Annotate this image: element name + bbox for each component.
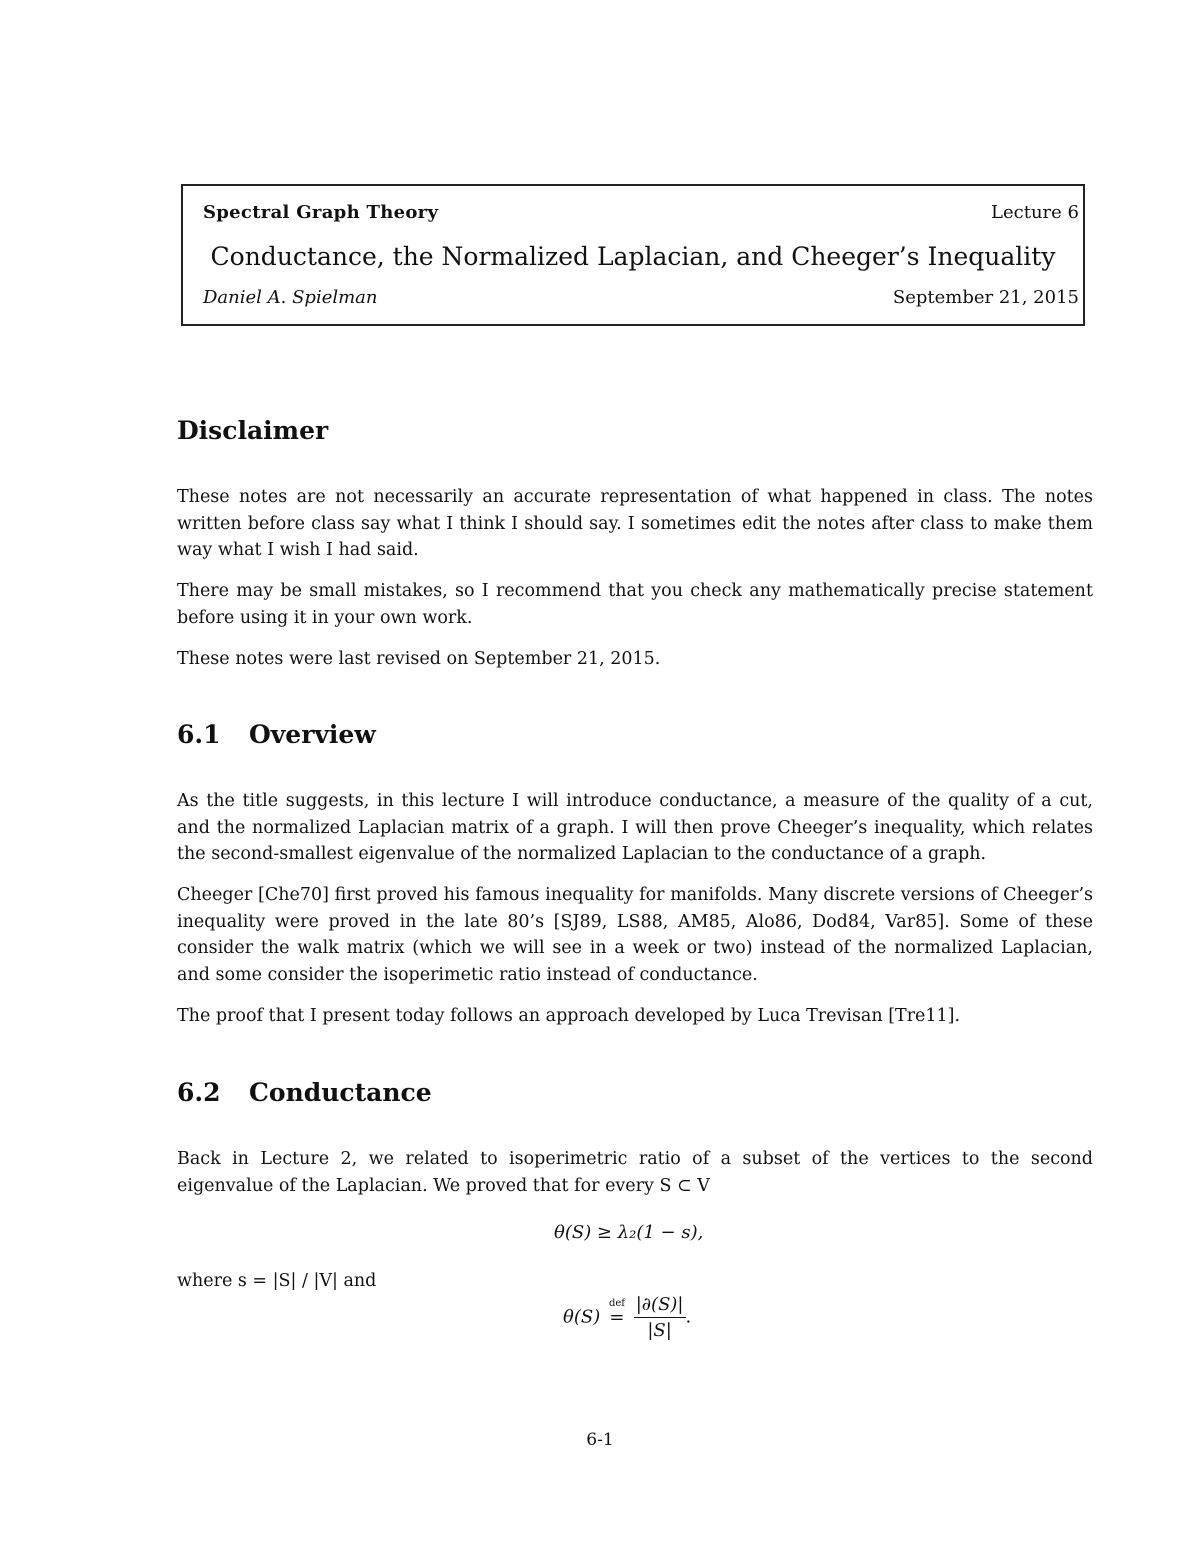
lecture-number: Lecture 6: [991, 202, 1079, 223]
equation-isoperimetric-bound: θ(S) ≥ λ₂(1 − s),: [554, 1222, 704, 1243]
fraction: [634, 1294, 686, 1341]
disclaimer-paragraph-1: These notes are not necessarily an accurate representation of what happened in class. The notes written before class say what I think I should say. I sometimes edit the notes after class to make them way what I wish I had said.: [177, 487, 1093, 560]
header-bottom-row: [203, 287, 1079, 308]
conductance-title: Conductance: [249, 1078, 432, 1107]
overview-number: 6.1: [177, 720, 221, 749]
equals-sign: =: [609, 1306, 625, 1328]
eq2-lhs: θ(S): [563, 1306, 601, 1328]
defeq-symbol: [606, 1297, 628, 1328]
conductance-number: 6.2: [177, 1078, 221, 1107]
disclaimer-paragraph-2: There may be small mistakes, so I recommend that you check any mathematically precise statement before using it in your own work.: [177, 581, 1093, 628]
eq2-end: .: [685, 1306, 692, 1328]
overview-paragraph-2: Cheeger [Che70] first proved his famous inequality for manifolds. Many discrete versions of Cheeger’s inequality were proved in the late 80’s [SJ89, LS88, AM85, Alo86, Dod84, Var85]. Some of these consider the walk matrix (which we will see in a week or two) instead of the normalized Laplacian, and some consider the isoperimetic ratio instead of conductance.: [177, 885, 1093, 985]
conductance-paragraph-1: Back in Lecture 2, we related to isoperimetric ratio of a subset of the vertices to the second eigenvalue of the Laplacian. We proved that for every S ⊂ V: [177, 1149, 1093, 1196]
disclaimer-heading: Disclaimer: [177, 416, 329, 445]
author-name: Daniel A. Spielman: [203, 287, 378, 308]
def-label: def: [608, 1297, 625, 1309]
lecture-header-box: [181, 184, 1085, 326]
conductance-paragraph-2: where s = |S| / |V| and: [177, 1271, 377, 1291]
page-number: 6-1: [586, 1430, 614, 1450]
header-top-row: [203, 202, 1079, 223]
conductance-heading: [177, 1078, 432, 1107]
disclaimer-paragraph-3: These notes were last revised on September 21, 2015.: [177, 649, 661, 669]
equation-theta-definition: [563, 1294, 691, 1341]
overview-paragraph-1: As the title suggests, in this lecture I will introduce conductance, a measure of the quality of a cut, and the normalized Laplacian matrix of a graph. I will then prove Cheeger’s inequality, which relates the second-smallest eigenvalue of the normalized Laplacian to the conductance of a graph.: [177, 791, 1093, 864]
fraction-denominator: |S|: [647, 1320, 672, 1341]
course-name: Spectral Graph Theory: [203, 202, 439, 223]
overview-title: Overview: [249, 720, 376, 749]
lecture-date: September 21, 2015: [892, 287, 1079, 308]
overview-heading: [177, 720, 376, 749]
fraction-numerator: |∂(S)|: [634, 1294, 686, 1318]
overview-paragraph-3: The proof that I present today follows an approach developed by Luca Trevisan [Tre11].: [177, 1006, 961, 1026]
lecture-title: Conductance, the Normalized Laplacian, and Cheeger’s Inequality: [210, 242, 1056, 271]
